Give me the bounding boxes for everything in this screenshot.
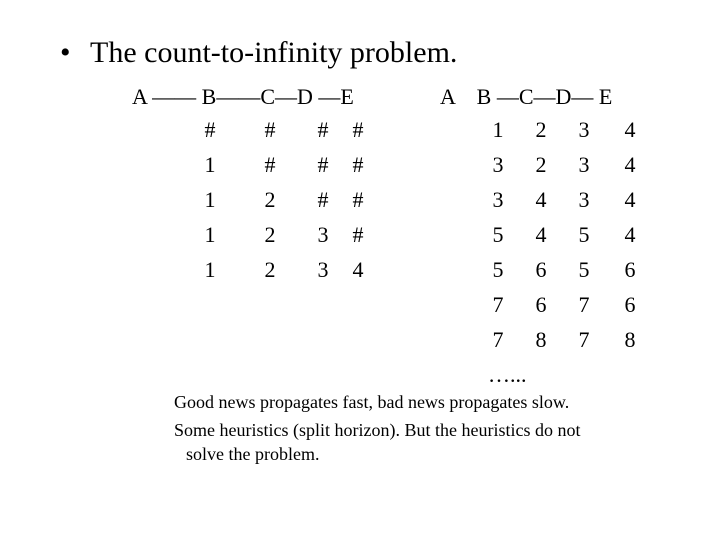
right-table-cell: 5 [492,222,504,247]
right-table-cell: 4 [624,222,636,247]
right-table-cell: 7 [578,292,590,317]
right-table-cell: 8 [535,327,547,352]
right-table-cell: 4 [624,152,636,177]
left-table-cell: 3 [317,257,329,282]
right-table-cell: 7 [578,327,590,352]
note-line-1: Good news propagates fast, bad news propagates slow. [174,392,570,412]
right-table-cell: 3 [578,117,590,142]
bullet-icon: • [60,36,71,69]
right-table-cell: 3 [492,152,504,177]
left-table-cell: # [352,187,364,212]
right-table-cell: 4 [624,117,636,142]
left-table-cell: 4 [352,257,364,282]
right-table-cell: 1 [492,117,504,142]
right-table-cell: 6 [535,292,547,317]
right-table-cell: 6 [535,257,547,282]
left-table-cell: # [352,222,364,247]
right-table-cell: 4 [535,187,547,212]
left-table-cell: # [317,152,329,177]
left-table-header: A —— B——C—D —E [132,84,354,109]
left-table-cell: 2 [264,187,276,212]
right-table-cell: 2 [535,117,547,142]
left-table-cell: 1 [204,187,216,212]
right-table-cell: 6 [624,257,636,282]
left-table-cell: # [352,117,364,142]
left-table-cell: 1 [204,152,216,177]
left-table-cell: # [264,117,276,142]
right-table-cell: 3 [578,187,590,212]
right-table-cell: 3 [578,152,590,177]
right-table-cell: 3 [492,187,504,212]
right-table-cell: 6 [624,292,636,317]
left-table-cell: 2 [264,222,276,247]
right-table-cell: 5 [578,222,590,247]
right-table-cell: 7 [492,292,504,317]
left-table-cell: # [264,152,276,177]
note-line-2: Some heuristics (split horizon). But the heuristics do not [174,420,581,440]
left-table-cell: # [204,117,216,142]
left-table-cell: 3 [317,222,329,247]
left-table-cell: # [352,152,364,177]
left-table-cell: 1 [204,222,216,247]
left-table-cell: 2 [264,257,276,282]
right-table-cell: 2 [535,152,547,177]
left-table-cell: 1 [204,257,216,282]
ellipsis: …... [488,362,527,387]
title-text: The count-to-infinity problem. [90,36,458,69]
right-table-header: A B —C—D— E [440,84,613,109]
right-table-cell: 4 [624,187,636,212]
right-table-cell: 8 [624,327,636,352]
slide-title [60,36,457,70]
right-table-cell: 5 [492,257,504,282]
left-table-cell: # [317,187,329,212]
right-table-cell: 7 [492,327,504,352]
note-line-3: solve the problem. [186,444,320,464]
right-table-cell: 4 [535,222,547,247]
right-table-cell: 5 [578,257,590,282]
left-table-cell: # [317,117,329,142]
